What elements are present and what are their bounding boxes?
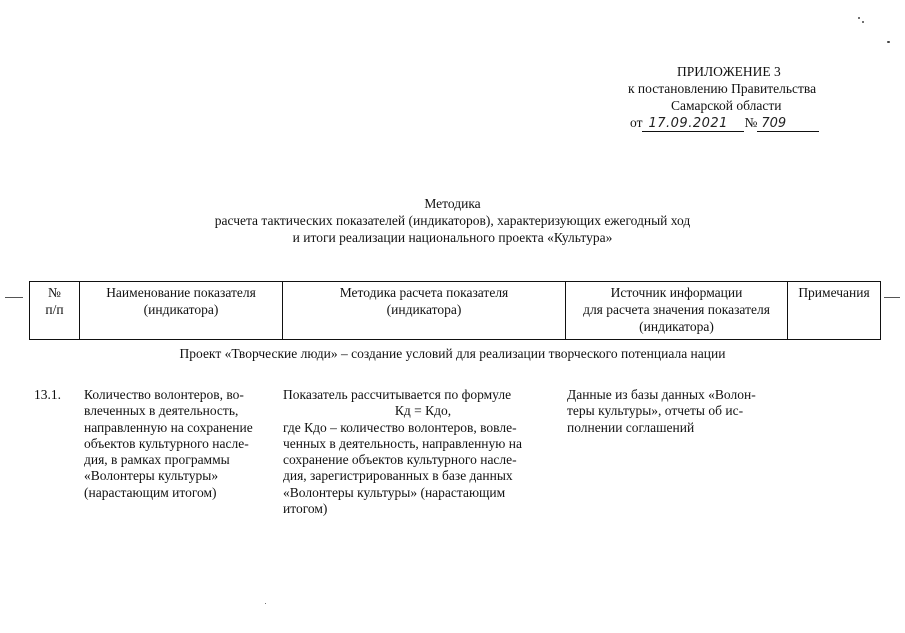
table-header-row (30, 282, 881, 340)
appendix-block (560, 63, 905, 132)
scan-mark (5, 297, 23, 298)
handwritten-number: 709 (757, 116, 819, 132)
project-title: Проект «Творческие люди» – создание условий для реализации творческого потенциала нации (179, 346, 726, 361)
scan-speck (858, 17, 860, 19)
scan-speck (862, 21, 864, 23)
appendix-date-line (630, 114, 905, 132)
row-method: Показатель рассчитывается по формуле Кд = Кдо, где Кдо – количество волонтеров, вовле- ченных в деятельность, направленную на сохранение объектов культурного насле- дия, зарегистрированных в базе данных «Волонтеры культуры» (нарастающим итогом) (283, 387, 563, 517)
scan-speck (265, 603, 266, 604)
appendix-region: Самарской области (671, 98, 782, 113)
row-indicator-name: Количество волонтеров, во- влеченных в деятельность, направленную на сохранение объектов культурного насле- дия, в рамках программы «Волонтеры культуры» (нарастающим итогом) (84, 387, 253, 500)
handwritten-date: 17.09.2021 (642, 116, 744, 132)
header-col-name: Наименование показателя (индикатора) (80, 282, 283, 340)
scan-speck (887, 41, 890, 43)
method-formula: Кд = Кдо, (394, 403, 452, 419)
header-col-number: № п/п (30, 282, 80, 340)
header-col-source: Источник информации для расчета значения показателя (индикатора) (566, 282, 788, 340)
document-title (0, 195, 905, 246)
row-number: 13.1. (34, 387, 61, 402)
appendix-ref: к постановлению Правительства (628, 81, 817, 96)
row-source: Данные из базы данных «Волон- теры культуры», отчеты об ис- полнении соглашений (567, 387, 756, 435)
title-line-2: расчета тактических показателей (индикаторов), характеризующих ежегодный ход (214, 213, 691, 228)
method-intro: Показатель рассчитывается по формуле (283, 387, 512, 402)
header-col-method: Методика расчета показателя (индикатора) (283, 282, 566, 340)
header-col-notes: Примечания (788, 282, 881, 340)
title-heading: Методика (424, 196, 481, 211)
appendix-title: ПРИЛОЖЕНИЕ 3 (677, 64, 781, 79)
date-prefix: от (630, 115, 643, 130)
number-prefix: № (744, 115, 758, 130)
title-line-3: и итоги реализации национального проекта «Культура» (292, 230, 613, 245)
scan-mark (884, 297, 900, 298)
indicator-table-header (29, 281, 881, 340)
